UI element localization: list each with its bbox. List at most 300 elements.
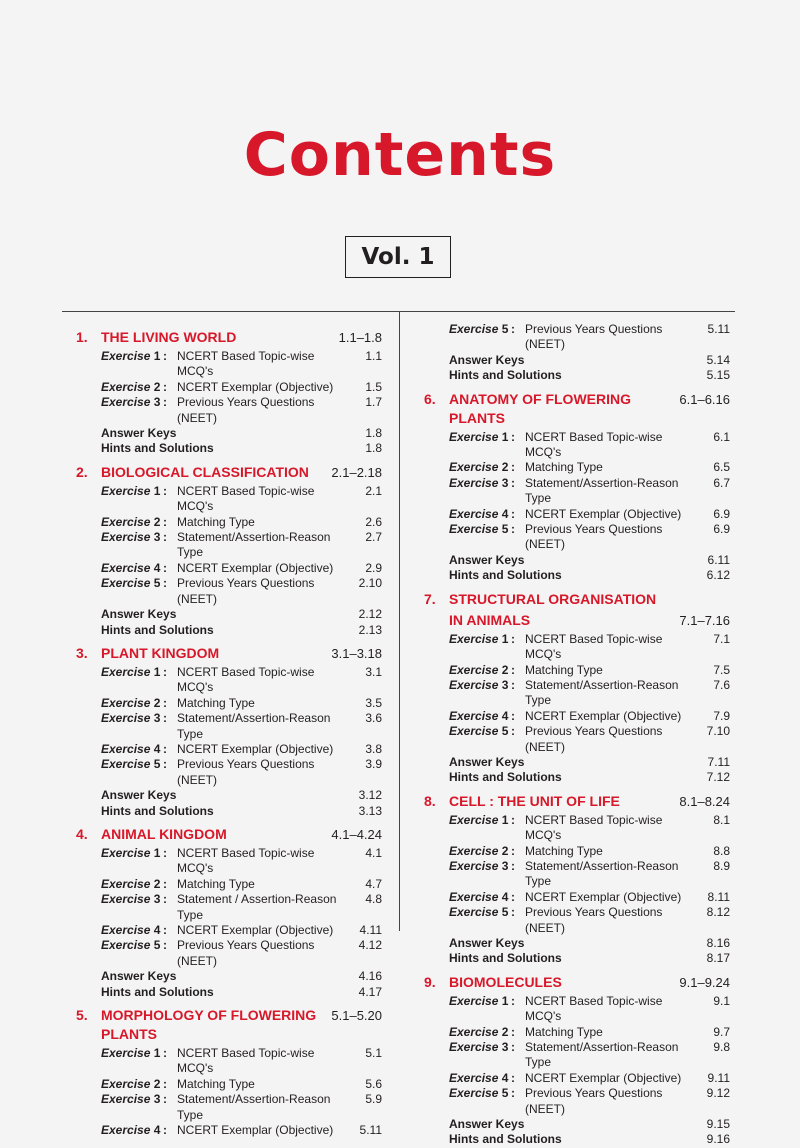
exercise-colon: : bbox=[163, 379, 167, 394]
chapter-heading[interactable] bbox=[424, 590, 730, 609]
page-number: 1.8 bbox=[365, 441, 382, 456]
exercise-colon: : bbox=[511, 993, 515, 1008]
page-number: 4.12 bbox=[358, 938, 382, 953]
page-number: 5.15 bbox=[706, 368, 730, 383]
exercise-colon: : bbox=[163, 845, 167, 860]
chapter-page-range: 4.1–4.24 bbox=[331, 826, 382, 842]
page-number: 8.1 bbox=[713, 812, 730, 827]
page-number: 4.8 bbox=[365, 892, 382, 907]
exercise-colon: : bbox=[511, 677, 515, 692]
exercise-label: Exercise 1 bbox=[449, 812, 509, 827]
page-number: 2.9 bbox=[365, 560, 382, 575]
page-number: 5.11 bbox=[707, 322, 730, 336]
exercise-colon: : bbox=[511, 812, 515, 827]
page-number: 6.11 bbox=[707, 552, 730, 567]
chapter-heading[interactable] bbox=[76, 644, 382, 663]
exercise-row[interactable] bbox=[424, 709, 730, 724]
exercise-colon: : bbox=[163, 1092, 167, 1107]
page-number: 6.12 bbox=[706, 568, 730, 583]
exercise-description: Previous Years Questions (NEET) bbox=[177, 938, 315, 968]
chapter-number: 5. bbox=[76, 1007, 88, 1024]
page-number: 7.10 bbox=[706, 724, 730, 739]
section-label: Hints and Solutions bbox=[101, 803, 214, 818]
exercise-description: Matching Type bbox=[525, 843, 603, 858]
exercise-row[interactable] bbox=[424, 663, 730, 678]
section-label: Answer Keys bbox=[101, 607, 177, 622]
exercise-row[interactable] bbox=[424, 724, 730, 755]
exercise-description: NCERT Exemplar (Objective) bbox=[525, 708, 682, 723]
exercise-label: Exercise 5 bbox=[449, 522, 509, 537]
page-title: Contents bbox=[243, 120, 557, 190]
section-label: Answer Keys bbox=[101, 426, 177, 441]
exercise-label: Exercise 2 bbox=[101, 876, 161, 891]
page-number: 3.8 bbox=[365, 741, 382, 756]
page-number: 6.7 bbox=[713, 475, 730, 490]
exercise-colon: : bbox=[163, 923, 167, 937]
page-number: 4.7 bbox=[365, 876, 382, 891]
exercise-description: NCERT Based Topic-wise MCQ's bbox=[177, 483, 315, 514]
exercise-colon: : bbox=[163, 695, 167, 710]
chapter-number: 2. bbox=[76, 463, 88, 480]
exercise-colon: : bbox=[163, 892, 167, 907]
toc-left-column bbox=[76, 322, 382, 1138]
exercise-colon: : bbox=[511, 1086, 515, 1101]
exercise-label: Exercise 5 bbox=[449, 1086, 509, 1101]
section-label: Answer Keys bbox=[101, 788, 177, 803]
exercise-row[interactable] bbox=[76, 1046, 382, 1077]
exercise-colon: : bbox=[511, 631, 515, 646]
chapter-title: THE LIVING WORLD bbox=[101, 329, 237, 345]
answer-keys-row[interactable] bbox=[424, 553, 730, 568]
section-label: Hints and Solutions bbox=[101, 441, 214, 456]
exercise-colon: : bbox=[163, 741, 167, 756]
hints-solutions-row[interactable] bbox=[76, 441, 382, 456]
exercise-row[interactable] bbox=[424, 507, 730, 522]
exercise-row[interactable] bbox=[424, 1025, 730, 1040]
exercise-label: Exercise 3 bbox=[449, 1040, 509, 1055]
hints-solutions-row[interactable] bbox=[76, 623, 382, 638]
exercise-label: Exercise 4 bbox=[449, 1070, 509, 1085]
exercise-description: NCERT Based Topic-wise MCQ's bbox=[177, 664, 315, 695]
exercise-description: Previous Years Questions (NEET) bbox=[525, 522, 663, 552]
page-number: 5.11 bbox=[359, 1123, 382, 1138]
page-number: 2.12 bbox=[358, 607, 382, 622]
exercise-row[interactable] bbox=[76, 892, 382, 923]
exercise-colon: : bbox=[163, 530, 167, 545]
page-number: 4.1 bbox=[365, 845, 382, 860]
page-number: 5.9 bbox=[365, 1092, 382, 1107]
answer-keys-row[interactable] bbox=[424, 936, 730, 951]
exercise-label: Exercise 3 bbox=[449, 677, 509, 692]
section-label: Answer Keys bbox=[449, 552, 525, 567]
exercise-label: Exercise 4 bbox=[101, 923, 161, 937]
exercise-row[interactable] bbox=[76, 1092, 382, 1123]
exercise-colon: : bbox=[511, 506, 515, 521]
hints-solutions-row[interactable] bbox=[424, 770, 730, 785]
page-number: 7.11 bbox=[707, 754, 730, 769]
exercise-colon: : bbox=[163, 560, 167, 575]
section-label: Hints and Solutions bbox=[101, 984, 214, 999]
exercise-description: Statement/Assertion-Reason Type bbox=[525, 1040, 679, 1070]
exercise-row[interactable] bbox=[76, 380, 382, 395]
chapter-page-range: 8.1–8.24 bbox=[679, 793, 730, 809]
exercise-row[interactable] bbox=[424, 522, 730, 553]
section-label: Hints and Solutions bbox=[449, 568, 562, 583]
exercise-description: NCERT Based Topic-wise MCQ's bbox=[525, 429, 663, 460]
hints-solutions-row[interactable] bbox=[424, 951, 730, 966]
chapter-heading[interactable] bbox=[424, 973, 730, 992]
exercise-description: Previous Years Questions (NEET) bbox=[177, 395, 315, 425]
page-number: 7.6 bbox=[713, 677, 730, 692]
exercise-description: Previous Years Questions (NEET) bbox=[177, 576, 315, 606]
exercise-colon: : bbox=[511, 460, 515, 475]
exercise-description: NCERT Exemplar (Objective) bbox=[177, 923, 334, 937]
page-number: 8.8 bbox=[713, 843, 730, 858]
exercise-description: Matching Type bbox=[177, 514, 255, 529]
exercise-colon: : bbox=[511, 522, 515, 537]
page-number: 1.8 bbox=[365, 426, 382, 441]
exercise-description: NCERT Based Topic-wise MCQ's bbox=[525, 993, 663, 1024]
exercise-row[interactable] bbox=[424, 844, 730, 859]
chapter-number: 3. bbox=[76, 644, 88, 661]
page-number: 1.1 bbox=[365, 349, 382, 363]
exercise-colon: : bbox=[163, 483, 167, 498]
exercise-row[interactable] bbox=[76, 696, 382, 711]
page-number: 9.11 bbox=[707, 1070, 730, 1085]
chapter-heading[interactable] bbox=[76, 463, 382, 482]
chapter-title: ANIMAL KINGDOM bbox=[101, 825, 227, 842]
exercise-label: Exercise 1 bbox=[101, 845, 161, 860]
exercise-label: Exercise 3 bbox=[101, 530, 161, 545]
page-number: 9.8 bbox=[713, 1040, 730, 1055]
exercise-colon: : bbox=[163, 1076, 167, 1091]
exercise-description: NCERT Exemplar (Objective) bbox=[177, 1123, 334, 1138]
toc-right-column bbox=[424, 322, 730, 1148]
exercise-row[interactable] bbox=[76, 846, 382, 877]
page-number: 9.12 bbox=[706, 1086, 730, 1101]
exercise-label: Exercise 2 bbox=[101, 514, 161, 529]
exercise-row[interactable] bbox=[424, 322, 730, 353]
exercise-colon: : bbox=[511, 858, 515, 873]
exercise-description: NCERT Exemplar (Objective) bbox=[177, 379, 334, 394]
section-label: Hints and Solutions bbox=[101, 622, 214, 637]
exercise-row[interactable] bbox=[424, 476, 730, 507]
exercise-row[interactable] bbox=[76, 349, 382, 380]
page-number: 6.9 bbox=[713, 506, 730, 521]
exercise-row[interactable] bbox=[76, 484, 382, 515]
exercise-row[interactable] bbox=[76, 877, 382, 892]
exercise-row[interactable] bbox=[76, 1123, 382, 1138]
exercise-label: Exercise 4 bbox=[449, 506, 509, 521]
chapter-title: CELL : THE UNIT OF LIFE bbox=[449, 792, 620, 809]
exercise-description: Matching Type bbox=[177, 876, 255, 891]
chapter-page-range: 6.1–6.16 bbox=[679, 391, 730, 407]
page-number: 4.11 bbox=[359, 923, 382, 937]
chapter-number: 9. bbox=[424, 973, 436, 990]
exercise-label: Exercise 1 bbox=[449, 631, 509, 646]
exercise-label: Exercise 1 bbox=[101, 483, 161, 498]
volume-label: Vol. 1 bbox=[345, 236, 451, 278]
section-label: Hints and Solutions bbox=[449, 1132, 562, 1147]
section-label: Hints and Solutions bbox=[449, 368, 562, 383]
page-number: 4.16 bbox=[358, 969, 382, 984]
section-label: Answer Keys bbox=[449, 754, 525, 769]
chapter-title-line2: IN ANIMALS bbox=[449, 611, 531, 628]
exercise-row[interactable] bbox=[76, 923, 382, 938]
exercise-row[interactable] bbox=[424, 1071, 730, 1086]
exercise-row[interactable] bbox=[424, 890, 730, 905]
exercise-label: Exercise 1 bbox=[449, 429, 509, 444]
chapter-page-range: 2.1–2.18 bbox=[331, 464, 382, 480]
exercise-row[interactable] bbox=[424, 430, 730, 461]
exercise-label: Exercise 5 bbox=[101, 576, 161, 591]
exercise-description: Previous Years Questions (NEET) bbox=[525, 1086, 663, 1116]
page-number: 2.13 bbox=[358, 622, 382, 637]
chapter-title: MORPHOLOGY OF FLOWERING PLANTS bbox=[101, 1007, 317, 1043]
exercise-colon: : bbox=[511, 1040, 515, 1055]
exercise-description: Statement/Assertion-Reason Type bbox=[525, 858, 679, 889]
exercise-colon: : bbox=[511, 475, 515, 490]
exercise-row[interactable] bbox=[76, 395, 382, 426]
exercise-row[interactable] bbox=[76, 1077, 382, 1092]
exercise-row[interactable] bbox=[76, 561, 382, 576]
chapter-heading[interactable] bbox=[76, 328, 382, 347]
page-number: 8.9 bbox=[713, 858, 730, 873]
page-number: 8.11 bbox=[707, 889, 730, 904]
page-number: 8.16 bbox=[706, 936, 730, 950]
answer-keys-row[interactable] bbox=[424, 1117, 730, 1132]
exercise-label: Exercise 2 bbox=[449, 662, 509, 677]
chapter-number: 1. bbox=[76, 329, 88, 345]
exercise-row[interactable] bbox=[424, 1040, 730, 1071]
section-label: Hints and Solutions bbox=[449, 770, 562, 785]
exercise-row[interactable] bbox=[76, 576, 382, 607]
section-label: Answer Keys bbox=[449, 1117, 525, 1132]
page-number: 2.6 bbox=[365, 514, 382, 529]
chapter-number: 6. bbox=[424, 390, 436, 407]
page-number: 8.17 bbox=[706, 951, 730, 966]
exercise-description: NCERT Based Topic-wise MCQ's bbox=[177, 349, 315, 379]
exercise-label: Exercise 5 bbox=[449, 905, 509, 920]
page-number: 1.5 bbox=[365, 379, 382, 394]
page-number: 9.15 bbox=[706, 1117, 730, 1132]
page-number: 8.12 bbox=[706, 905, 730, 920]
exercise-colon: : bbox=[163, 757, 167, 772]
exercise-description: Matching Type bbox=[177, 695, 255, 710]
exercise-row[interactable] bbox=[424, 859, 730, 890]
exercise-row[interactable] bbox=[424, 632, 730, 663]
exercise-colon: : bbox=[511, 905, 515, 920]
exercise-description: NCERT Based Topic-wise MCQ's bbox=[525, 631, 663, 662]
chapter-heading[interactable] bbox=[76, 825, 382, 844]
exercise-label: Exercise 3 bbox=[101, 892, 161, 907]
exercise-label: Exercise 2 bbox=[101, 379, 161, 394]
page-number: 2.7 bbox=[365, 530, 382, 545]
exercise-label: Exercise 4 bbox=[101, 741, 161, 756]
answer-keys-row[interactable] bbox=[424, 353, 730, 368]
page-number: 5.14 bbox=[706, 352, 730, 367]
hints-solutions-row[interactable] bbox=[424, 1132, 730, 1147]
page-number: 7.1 bbox=[713, 631, 730, 646]
exercise-row[interactable] bbox=[76, 530, 382, 561]
page-number: 6.9 bbox=[713, 522, 730, 537]
exercise-label: Exercise 3 bbox=[101, 395, 161, 410]
exercise-description: Statement/Assertion-Reason Type bbox=[525, 475, 679, 506]
page-number: 3.9 bbox=[365, 757, 382, 772]
page-number: 6.1 bbox=[713, 429, 730, 444]
page-number: 4.17 bbox=[358, 984, 382, 999]
exercise-label: Exercise 3 bbox=[101, 1092, 161, 1107]
exercise-colon: : bbox=[163, 1123, 167, 1138]
exercise-row[interactable] bbox=[76, 757, 382, 788]
page-number: 1.7 bbox=[365, 395, 382, 410]
chapter-page-range: 3.1–3.18 bbox=[331, 645, 382, 661]
exercise-colon: : bbox=[511, 1070, 515, 1085]
chapter-title: BIOMOLECULES bbox=[449, 973, 562, 990]
exercise-row[interactable] bbox=[76, 938, 382, 969]
hints-solutions-row[interactable] bbox=[76, 985, 382, 1000]
exercise-description: Statement/Assertion-Reason Type bbox=[177, 1092, 331, 1122]
exercise-row[interactable] bbox=[76, 665, 382, 696]
exercise-description: Previous Years Questions (NEET) bbox=[525, 905, 663, 935]
exercise-label: Exercise 5 bbox=[101, 757, 161, 772]
chapter-heading-continued[interactable] bbox=[424, 611, 730, 630]
exercise-row[interactable] bbox=[76, 742, 382, 757]
exercise-label: Exercise 5 bbox=[449, 724, 509, 739]
exercise-label: Exercise 2 bbox=[449, 460, 509, 475]
exercise-description: NCERT Based Topic-wise MCQ's bbox=[177, 845, 315, 876]
chapter-number: 4. bbox=[76, 825, 88, 842]
answer-keys-row[interactable] bbox=[76, 969, 382, 984]
page-number: 9.1 bbox=[713, 993, 730, 1008]
answer-keys-row[interactable] bbox=[76, 426, 382, 441]
exercise-row[interactable] bbox=[76, 711, 382, 742]
hints-solutions-row[interactable] bbox=[424, 568, 730, 583]
page-number: 9.16 bbox=[706, 1132, 730, 1147]
page-number: 3.12 bbox=[358, 788, 382, 803]
exercise-label: Exercise 2 bbox=[101, 1076, 161, 1091]
exercise-row[interactable] bbox=[424, 678, 730, 709]
section-label: Answer Keys bbox=[449, 352, 525, 367]
exercise-description: Previous Years Questions (NEET) bbox=[525, 724, 663, 754]
exercise-colon: : bbox=[163, 876, 167, 891]
hints-solutions-row[interactable] bbox=[424, 368, 730, 383]
exercise-colon: : bbox=[163, 349, 167, 363]
chapter-title: STRUCTURAL ORGANISATION bbox=[449, 590, 657, 607]
page-number: 9.7 bbox=[713, 1024, 730, 1039]
exercise-colon: : bbox=[511, 724, 515, 739]
section-label: Answer Keys bbox=[101, 969, 177, 984]
chapter-title: BIOLOGICAL CLASSIFICATION bbox=[101, 463, 309, 480]
exercise-label: Exercise 3 bbox=[101, 711, 161, 726]
exercise-label: Exercise 1 bbox=[449, 993, 509, 1008]
page-number: 3.13 bbox=[358, 803, 382, 818]
page-number: 2.10 bbox=[358, 576, 382, 591]
exercise-colon: : bbox=[163, 938, 167, 953]
page-number: 5.1 bbox=[365, 1046, 382, 1061]
exercise-colon: : bbox=[163, 1046, 167, 1061]
exercise-description: Statement/Assertion-Reason Type bbox=[525, 677, 679, 708]
exercise-colon: : bbox=[163, 711, 167, 726]
chapter-number: 8. bbox=[424, 792, 436, 809]
chapter-page-range: 5.1–5.20 bbox=[331, 1008, 382, 1024]
exercise-row[interactable] bbox=[424, 813, 730, 844]
page-number: 3.1 bbox=[365, 664, 382, 679]
exercise-row[interactable] bbox=[424, 460, 730, 475]
exercise-description: NCERT Based Topic-wise MCQ's bbox=[177, 1046, 315, 1076]
page-number: 2.1 bbox=[365, 483, 382, 498]
chapter-number: 7. bbox=[424, 590, 436, 607]
exercise-description: NCERT Exemplar (Objective) bbox=[177, 560, 334, 575]
exercise-label: Exercise 2 bbox=[101, 695, 161, 710]
exercise-description: Previous Years Questions (NEET) bbox=[525, 322, 663, 352]
answer-keys-row[interactable] bbox=[76, 788, 382, 803]
exercise-description: NCERT Exemplar (Objective) bbox=[525, 1070, 682, 1085]
exercise-colon: : bbox=[163, 514, 167, 529]
chapter-page-range: 9.1–9.24 bbox=[679, 974, 730, 990]
chapter-heading[interactable] bbox=[424, 792, 730, 811]
exercise-label: Exercise 4 bbox=[449, 708, 509, 723]
exercise-label: Exercise 1 bbox=[101, 1046, 161, 1061]
page-number: 5.6 bbox=[365, 1076, 382, 1091]
exercise-label: Exercise 1 bbox=[101, 664, 161, 679]
exercise-description: Matching Type bbox=[525, 1024, 603, 1039]
exercise-row[interactable] bbox=[76, 515, 382, 530]
exercise-description: NCERT Exemplar (Objective) bbox=[525, 889, 682, 904]
exercise-colon: : bbox=[163, 576, 167, 591]
exercise-colon: : bbox=[511, 322, 515, 336]
exercise-colon: : bbox=[163, 395, 167, 410]
exercise-row[interactable] bbox=[424, 1086, 730, 1117]
exercise-label: Exercise 5 bbox=[449, 322, 509, 336]
hints-solutions-row[interactable] bbox=[76, 804, 382, 819]
exercise-description: NCERT Exemplar (Objective) bbox=[177, 741, 334, 756]
exercise-label: Exercise 2 bbox=[449, 1024, 509, 1039]
chapter-page-range: 7.1–7.16 bbox=[679, 612, 730, 628]
answer-keys-row[interactable] bbox=[76, 607, 382, 622]
chapter-heading[interactable] bbox=[424, 390, 730, 428]
exercise-colon: : bbox=[511, 889, 515, 904]
exercise-label: Exercise 3 bbox=[449, 858, 509, 873]
chapter-title: PLANT KINGDOM bbox=[101, 644, 220, 661]
exercise-colon: : bbox=[511, 429, 515, 444]
exercise-colon: : bbox=[511, 708, 515, 723]
exercise-label: Exercise 4 bbox=[101, 1123, 161, 1138]
page-number: 7.12 bbox=[706, 770, 730, 785]
exercise-row[interactable] bbox=[424, 994, 730, 1025]
exercise-label: Exercise 4 bbox=[101, 560, 161, 575]
answer-keys-row[interactable] bbox=[424, 755, 730, 770]
exercise-row[interactable] bbox=[424, 905, 730, 936]
exercise-description: Statement / Assertion-Reason Type bbox=[177, 892, 337, 922]
exercise-description: Statement/Assertion-Reason Type bbox=[177, 711, 331, 741]
page-number: 6.5 bbox=[713, 460, 730, 475]
exercise-description: Statement/Assertion-Reason Type bbox=[177, 530, 331, 560]
exercise-label: Exercise 4 bbox=[449, 889, 509, 904]
exercise-label: Exercise 2 bbox=[449, 843, 509, 858]
page-number: 7.5 bbox=[713, 662, 730, 677]
page-number: 3.6 bbox=[365, 711, 382, 726]
exercise-description: Matching Type bbox=[525, 460, 603, 475]
exercise-colon: : bbox=[163, 664, 167, 679]
chapter-heading[interactable] bbox=[76, 1006, 382, 1044]
exercise-colon: : bbox=[511, 1024, 515, 1039]
exercise-colon: : bbox=[511, 843, 515, 858]
exercise-label: Exercise 5 bbox=[101, 938, 161, 953]
exercise-description: NCERT Based Topic-wise MCQ's bbox=[525, 812, 663, 843]
exercise-description: Matching Type bbox=[525, 662, 603, 677]
section-label: Hints and Solutions bbox=[449, 951, 562, 966]
